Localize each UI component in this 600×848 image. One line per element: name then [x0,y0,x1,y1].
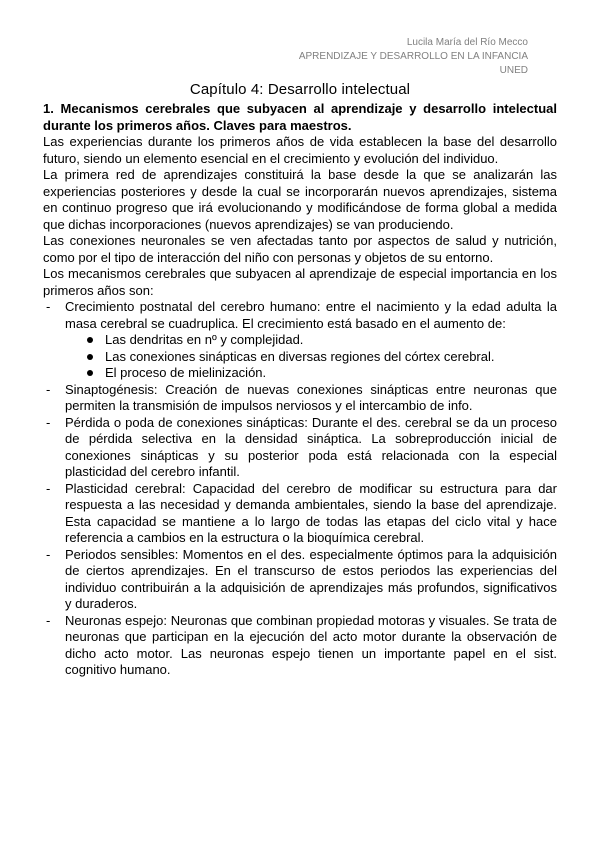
dash-marker: - [46,414,51,430]
list-item-text: Crecimiento postnatal del cerebro humano: entre el nacimiento y la edad adulta la masa cerebral se cuadruplica. El crecimiento está basado en el aumento de: [65,299,557,331]
section-title: 1. Mecanismos cerebrales que subyacen al aprendizaje y desarrollo intelectual durante los primeros años. Claves para maestros. [43,101,557,133]
list-item-text: Neuronas espejo: Neuronas que combinan propiedad motoras y visuales. Se trata de neuronas que participan en la ejecución del acto motor durante la observación de dicho acto motor. Las neuronas espejo tienen un importante papel en el sist. cognitivo humano. [65,612,557,677]
paragraph: Las experiencias durante los primeros años de vida establecen la base del desarrollo futuro, siendo un elemento esencial en el crecimiento y evolución del individuo. [43,134,557,166]
growth-sublist [85,332,557,382]
list-item-text: Plasticidad cerebral: Capacidad del cerebro de modificar su estructura para dar respuesta a las necesidad y demanda ambientales, siendo la base del aprendizaje. Esta capacidad se mantiene a lo largo de todas las etapas del ciclo vital y hace referencia a cambios en la estructura o la bioquímica cerebral. [65,480,557,545]
bullet-icon [87,337,93,343]
list-item [43,382,557,415]
dash-marker: - [46,381,51,397]
list-item-text: Sinaptogénesis: Creación de nuevas conexiones sinápticas entre neuronas que permiten la transmisión de impulsos nerviosos y el intercambio de info. [65,381,557,413]
paragraph: La primera red de aprendizajes constituirá la base desde la que se analizarán las experiencias posteriores y desde la cual se incorporarán nuevos aprendizajes, sistema en continuo progreso que irá evolucionando y modificándose de forma global a medida que dichas incorporaciones (nuevos aprendizajes) se van produciendo. [43,167,557,232]
bullet-icon [87,370,93,376]
header-course: APRENDIZAJE Y DESARROLLO EN LA INFANCIA [298,51,528,62]
sub-list-item [85,332,557,349]
sub-list-item [85,349,557,366]
header-author: Lucila María del Río Mecco [406,37,528,48]
paragraph: Los mecanismos cerebrales que subyacen al aprendizaje de especial importancia en los primeros años son: [43,266,557,298]
sub-list-item-text: Las dendritas en nº y complejidad. [105,332,304,347]
mechanisms-list [43,299,557,679]
header-university: UNED [499,65,528,76]
dash-marker: - [46,612,51,628]
sub-list-item [85,365,557,382]
bullet-icon [87,354,93,360]
list-item [43,481,557,547]
document-body [43,81,557,679]
chapter-title: Capítulo 4: Desarrollo intelectual [189,81,411,98]
list-item [43,415,557,481]
list-item [43,299,557,382]
dash-marker: - [46,480,51,496]
list-item [43,547,557,613]
dash-marker: - [46,299,51,314]
list-item-text: Pérdida o poda de conexiones sinápticas: Durante el des. cerebral se da un proceso de pérdida selectiva en la densidad sináptica. La sobreproducción inicial de conexiones sinápticas y su posterior poda está relacionada con la especial plasticidad del cerebro infantil. [65,414,557,479]
list-item-text: Periodos sensibles: Momentos en el des. especialmente óptimos para la adquisición de ciertos aprendizajes. En el transcurso de estos periodos las experiencias del individuo contribuirán a la adquisición de aprendizajes más profundos, significativos y duraderos. [65,546,557,611]
paragraph: Las conexiones neuronales se ven afectadas tanto por aspectos de salud y nutrición, como por el tipo de interacción del niño con personas y objetos de su entorno. [43,233,557,265]
sub-list-item-text: El proceso de mielinización. [105,365,267,380]
list-item [43,613,557,679]
sub-list-item-text: Las conexiones sinápticas en diversas regiones del córtex cerebral. [105,348,495,364]
dash-marker: - [46,546,51,562]
page-header [299,36,528,78]
